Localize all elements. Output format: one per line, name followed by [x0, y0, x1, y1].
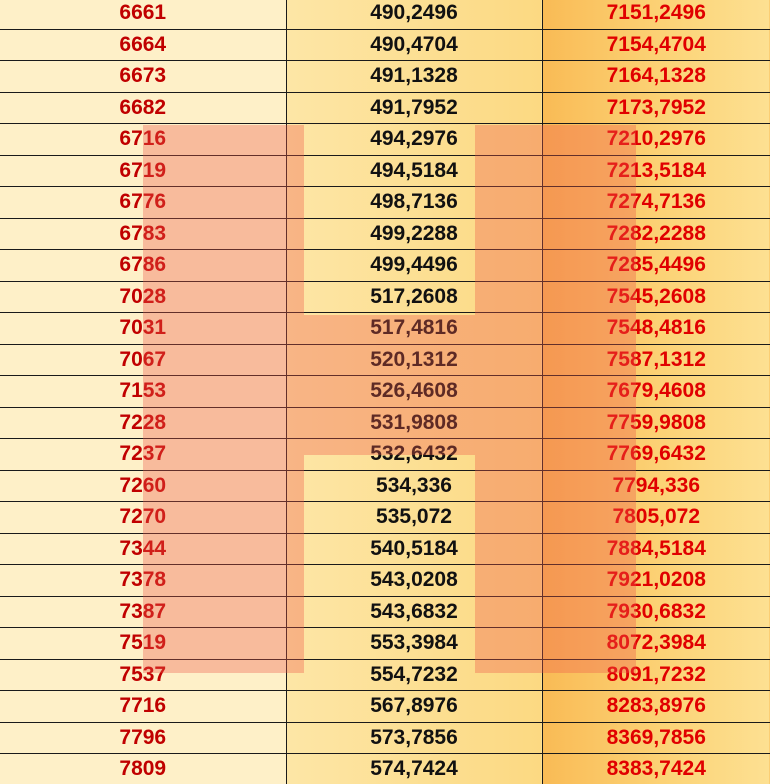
cell-value[interactable]: 520,1312	[286, 344, 542, 376]
cell-value[interactable]: 490,2496	[286, 0, 542, 29]
cell-number[interactable]: 7237	[0, 439, 286, 471]
cell-value[interactable]: 534,336	[286, 470, 542, 502]
cell-total[interactable]: 7285,4496	[542, 250, 770, 282]
cell-number[interactable]: 6673	[0, 61, 286, 93]
cell-number[interactable]: 7028	[0, 281, 286, 313]
cell-value[interactable]: 540,5184	[286, 533, 542, 565]
cell-value[interactable]: 554,7232	[286, 659, 542, 691]
cell-total[interactable]: 7769,6432	[542, 439, 770, 471]
cell-total[interactable]: 7164,1328	[542, 61, 770, 93]
cell-number[interactable]: 6786	[0, 250, 286, 282]
table-row	[0, 281, 770, 313]
cell-number[interactable]: 6664	[0, 29, 286, 61]
table-row	[0, 376, 770, 408]
cell-total[interactable]: 7884,5184	[542, 533, 770, 565]
cell-number[interactable]: 7716	[0, 691, 286, 723]
cell-number[interactable]: 6776	[0, 187, 286, 219]
cell-value[interactable]: 491,1328	[286, 61, 542, 93]
table-row	[0, 407, 770, 439]
cell-total[interactable]: 7548,4816	[542, 313, 770, 345]
cell-number[interactable]: 7270	[0, 502, 286, 534]
cell-total[interactable]: 7930,6832	[542, 596, 770, 628]
table-row	[0, 533, 770, 565]
cell-total[interactable]: 7282,2288	[542, 218, 770, 250]
cell-value[interactable]: 567,8976	[286, 691, 542, 723]
cell-total[interactable]: 8091,7232	[542, 659, 770, 691]
table-row	[0, 659, 770, 691]
table-row	[0, 344, 770, 376]
cell-total[interactable]: 7679,4608	[542, 376, 770, 408]
cell-total[interactable]: 7154,4704	[542, 29, 770, 61]
cell-number[interactable]: 7378	[0, 565, 286, 597]
cell-total[interactable]: 8369,7856	[542, 722, 770, 754]
cell-value[interactable]: 543,0208	[286, 565, 542, 597]
cell-number[interactable]: 7537	[0, 659, 286, 691]
cell-total[interactable]: 7173,7952	[542, 92, 770, 124]
table-row	[0, 29, 770, 61]
cell-value[interactable]: 532,6432	[286, 439, 542, 471]
cell-number[interactable]: 7067	[0, 344, 286, 376]
cell-value[interactable]: 535,072	[286, 502, 542, 534]
cell-total[interactable]: 7921,0208	[542, 565, 770, 597]
table-row	[0, 565, 770, 597]
table-row	[0, 250, 770, 282]
table-row	[0, 0, 770, 29]
cell-total[interactable]: 7213,5184	[542, 155, 770, 187]
cell-value[interactable]: 490,4704	[286, 29, 542, 61]
cell-total[interactable]: 7587,1312	[542, 344, 770, 376]
table-row	[0, 596, 770, 628]
cell-total[interactable]: 7759,9808	[542, 407, 770, 439]
table-row	[0, 754, 770, 784]
table-row	[0, 61, 770, 93]
cell-total[interactable]: 7210,2976	[542, 124, 770, 156]
cell-number[interactable]: 7260	[0, 470, 286, 502]
cell-total[interactable]: 7151,2496	[542, 0, 770, 29]
cell-value[interactable]: 498,7136	[286, 187, 542, 219]
cell-total[interactable]: 8383,7424	[542, 754, 770, 784]
cell-value[interactable]: 517,2608	[286, 281, 542, 313]
table-row	[0, 691, 770, 723]
cell-number[interactable]: 7809	[0, 754, 286, 784]
cell-value[interactable]: 573,7856	[286, 722, 542, 754]
cell-number[interactable]: 7796	[0, 722, 286, 754]
cell-value[interactable]: 531,9808	[286, 407, 542, 439]
table-row	[0, 313, 770, 345]
cell-value[interactable]: 494,5184	[286, 155, 542, 187]
cell-value[interactable]: 526,4608	[286, 376, 542, 408]
cell-number[interactable]: 7387	[0, 596, 286, 628]
cell-total[interactable]: 8283,8976	[542, 691, 770, 723]
cell-value[interactable]: 517,4816	[286, 313, 542, 345]
table-row	[0, 218, 770, 250]
cell-value[interactable]: 543,6832	[286, 596, 542, 628]
cell-number[interactable]: 7031	[0, 313, 286, 345]
cell-value[interactable]: 499,2288	[286, 218, 542, 250]
table-row	[0, 124, 770, 156]
cell-number[interactable]: 6716	[0, 124, 286, 156]
cell-value[interactable]: 491,7952	[286, 92, 542, 124]
table-row	[0, 502, 770, 534]
cell-number[interactable]: 7519	[0, 628, 286, 660]
cell-total[interactable]: 7274,7136	[542, 187, 770, 219]
table-row	[0, 722, 770, 754]
cell-number[interactable]: 6783	[0, 218, 286, 250]
table-row	[0, 92, 770, 124]
cell-number[interactable]: 6661	[0, 0, 286, 29]
cell-total[interactable]: 7805,072	[542, 502, 770, 534]
table-row	[0, 628, 770, 660]
cell-total[interactable]: 7545,2608	[542, 281, 770, 313]
cell-value[interactable]: 499,4496	[286, 250, 542, 282]
cell-number[interactable]: 7153	[0, 376, 286, 408]
table-row	[0, 439, 770, 471]
cell-total[interactable]: 7794,336	[542, 470, 770, 502]
table-row	[0, 470, 770, 502]
cell-total[interactable]: 8072,3984	[542, 628, 770, 660]
cell-number[interactable]: 7344	[0, 533, 286, 565]
table-row	[0, 155, 770, 187]
cell-number[interactable]: 7228	[0, 407, 286, 439]
cell-value[interactable]: 494,2976	[286, 124, 542, 156]
cell-value[interactable]: 553,3984	[286, 628, 542, 660]
cell-value[interactable]: 574,7424	[286, 754, 542, 784]
cell-number[interactable]: 6682	[0, 92, 286, 124]
cell-number[interactable]: 6719	[0, 155, 286, 187]
table-row	[0, 187, 770, 219]
